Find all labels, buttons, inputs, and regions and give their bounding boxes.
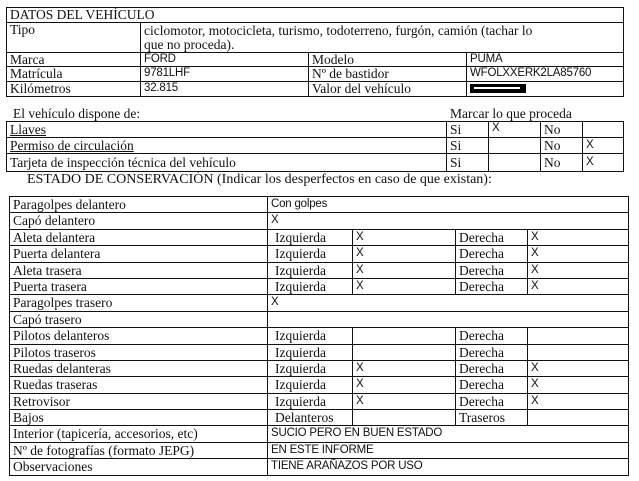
right-side-label: Derecha xyxy=(456,246,528,262)
redaction-bar xyxy=(470,84,526,93)
condition-label: Aleta delantera xyxy=(10,229,268,245)
condition-row xyxy=(10,311,629,327)
equipment-instruction: Marcar lo que proceda xyxy=(450,106,572,121)
condition-row xyxy=(10,459,629,475)
modelo-label: Modelo xyxy=(309,53,467,67)
no-checkbox[interactable] xyxy=(583,122,624,138)
equipment-label: Permiso de circulación xyxy=(7,138,447,154)
left-side-mark[interactable]: X xyxy=(353,278,456,294)
left-side-mark[interactable] xyxy=(353,328,456,344)
bastidor-value[interactable]: WFOLXXERK2LA85760 xyxy=(467,67,624,82)
left-side-label: Delanteros xyxy=(268,410,353,426)
condition-label: Puerta delantera xyxy=(10,246,268,262)
condition-row xyxy=(10,295,629,311)
yes-label: Si xyxy=(447,138,489,154)
condition-label: Nº de fotografías (formato JEPG) xyxy=(10,442,268,458)
condition-row xyxy=(10,197,629,213)
right-side-label: Derecha xyxy=(456,344,528,360)
left-side-mark[interactable] xyxy=(353,344,456,360)
right-side-mark[interactable]: X xyxy=(528,246,629,262)
no-checkbox[interactable]: X xyxy=(583,138,624,154)
no-label: No xyxy=(541,138,583,154)
left-side-label: Izquierda xyxy=(268,278,353,294)
right-side-mark[interactable]: X xyxy=(528,262,629,278)
right-side-mark[interactable]: X xyxy=(528,377,629,393)
valor-label: Valor del vehículo xyxy=(309,82,467,97)
condition-value[interactable]: Con golpes xyxy=(268,197,629,213)
condition-value[interactable]: X xyxy=(268,213,629,229)
left-side-mark[interactable]: X xyxy=(353,229,456,245)
left-side-label: Izquierda xyxy=(268,344,353,360)
condition-label: Ruedas traseras xyxy=(10,377,268,393)
left-side-mark[interactable]: X xyxy=(353,377,456,393)
condition-label: Pilotos traseros xyxy=(10,344,268,360)
matricula-value[interactable]: 9781LHF xyxy=(141,67,309,82)
condition-side-row xyxy=(10,328,629,344)
right-side-mark[interactable] xyxy=(528,410,629,426)
condition-value[interactable]: TIENE ARAÑAZOS POR USO xyxy=(268,459,629,475)
left-side-mark[interactable]: X xyxy=(353,360,456,376)
condition-label: Ruedas delanteras xyxy=(10,360,268,376)
condition-side-row xyxy=(10,377,629,393)
condition-side-row xyxy=(10,344,629,360)
condition-label: Capó delantero xyxy=(10,213,268,229)
left-side-label: Izquierda xyxy=(268,377,353,393)
right-side-label: Derecha xyxy=(456,393,528,409)
condition-value[interactable] xyxy=(268,311,629,327)
right-side-label: Derecha xyxy=(456,328,528,344)
condition-label: Interior (tapicería, accesorios, etc) xyxy=(10,426,268,442)
condition-label: Capó trasero xyxy=(10,311,268,327)
condition-label: Aleta trasera xyxy=(10,262,268,278)
no-checkbox[interactable]: X xyxy=(583,154,624,172)
condition-row xyxy=(10,442,629,458)
left-side-label: Izquierda xyxy=(268,246,353,262)
matricula-label: Matrícula xyxy=(7,67,141,82)
left-side-label: Izquierda xyxy=(268,328,353,344)
equipment-row xyxy=(7,154,624,172)
condition-value[interactable]: EN ESTE INFORME xyxy=(268,442,629,458)
condition-label: Paragolpes delantero xyxy=(10,197,268,213)
condition-side-row xyxy=(10,229,629,245)
modelo-value[interactable]: PUMA xyxy=(467,53,624,67)
condition-label: Retrovisor xyxy=(10,393,268,409)
left-side-label: Izquierda xyxy=(268,262,353,278)
equipment-row xyxy=(7,122,624,138)
tipo-options-line1: ciclomotor, motocicleta, turismo, todoterreno, furgón, camión (tachar lo xyxy=(144,23,533,38)
yes-label: Si xyxy=(447,154,489,172)
vehicle-data-table xyxy=(6,7,624,97)
left-side-label: Izquierda xyxy=(268,229,353,245)
right-side-label: Derecha xyxy=(456,377,528,393)
tipo-options xyxy=(141,23,624,53)
condition-side-row xyxy=(10,262,629,278)
tipo-options-line2: que no proceda). xyxy=(144,37,235,52)
no-label: No xyxy=(541,122,583,138)
km-value[interactable]: 32.815 xyxy=(141,82,309,97)
equipment-label: Llaves xyxy=(7,122,447,138)
no-label: No xyxy=(541,154,583,172)
vehicle-data-title: DATOS DEL VEHÍCULO xyxy=(7,8,624,23)
condition-value[interactable]: X xyxy=(268,295,629,311)
right-side-label: Derecha xyxy=(456,229,528,245)
equipment-heading: El vehículo dispone de: xyxy=(13,106,141,121)
condition-side-row xyxy=(10,278,629,294)
condition-label: Paragolpes trasero xyxy=(10,295,268,311)
marca-label: Marca xyxy=(7,53,141,67)
condition-heading: ESTADO DE CONSERVACIÓN (Indicar los desperfectos en caso de que existan): xyxy=(27,172,492,187)
equipment-table xyxy=(6,121,624,172)
equipment-row xyxy=(7,138,624,154)
valor-value[interactable] xyxy=(467,82,624,97)
right-side-label: Traseros xyxy=(456,410,528,426)
left-side-mark[interactable]: X xyxy=(353,246,456,262)
condition-row xyxy=(10,426,629,442)
right-side-mark[interactable] xyxy=(528,344,629,360)
km-label: Kilómetros xyxy=(7,82,141,97)
right-side-mark[interactable]: X xyxy=(528,229,629,245)
left-side-mark[interactable]: X xyxy=(353,393,456,409)
equipment-label: Tarjeta de inspección técnica del vehículo xyxy=(7,154,447,172)
yes-checkbox[interactable]: X xyxy=(489,122,541,138)
right-side-label: Derecha xyxy=(456,278,528,294)
condition-side-row xyxy=(10,360,629,376)
right-side-mark[interactable]: X xyxy=(528,393,629,409)
left-side-mark[interactable]: X xyxy=(353,262,456,278)
left-side-label: Izquierda xyxy=(268,393,353,409)
right-side-label: Derecha xyxy=(456,360,528,376)
bastidor-label: Nº de bastidor xyxy=(309,67,467,82)
yes-checkbox[interactable] xyxy=(489,154,541,172)
right-side-mark[interactable] xyxy=(528,328,629,344)
yes-checkbox[interactable] xyxy=(489,138,541,154)
condition-label: Puerta trasera xyxy=(10,278,268,294)
condition-side-row xyxy=(10,410,629,426)
condition-side-row xyxy=(10,246,629,262)
condition-value[interactable]: SUCIO PERO EN BUEN ESTADO xyxy=(268,426,629,442)
condition-label: Pilotos delanteros xyxy=(10,328,268,344)
left-side-label: Izquierda xyxy=(268,360,353,376)
left-side-mark[interactable] xyxy=(353,410,456,426)
condition-row xyxy=(10,213,629,229)
condition-table xyxy=(9,196,629,476)
right-side-mark[interactable]: X xyxy=(528,360,629,376)
right-side-label: Derecha xyxy=(456,262,528,278)
tipo-label: Tipo xyxy=(7,23,141,53)
yes-label: Si xyxy=(447,122,489,138)
right-side-mark[interactable]: X xyxy=(528,278,629,294)
condition-label: Observaciones xyxy=(10,459,268,475)
condition-label: Bajos xyxy=(10,410,268,426)
condition-side-row xyxy=(10,393,629,409)
marca-value[interactable]: FORD xyxy=(141,53,309,67)
